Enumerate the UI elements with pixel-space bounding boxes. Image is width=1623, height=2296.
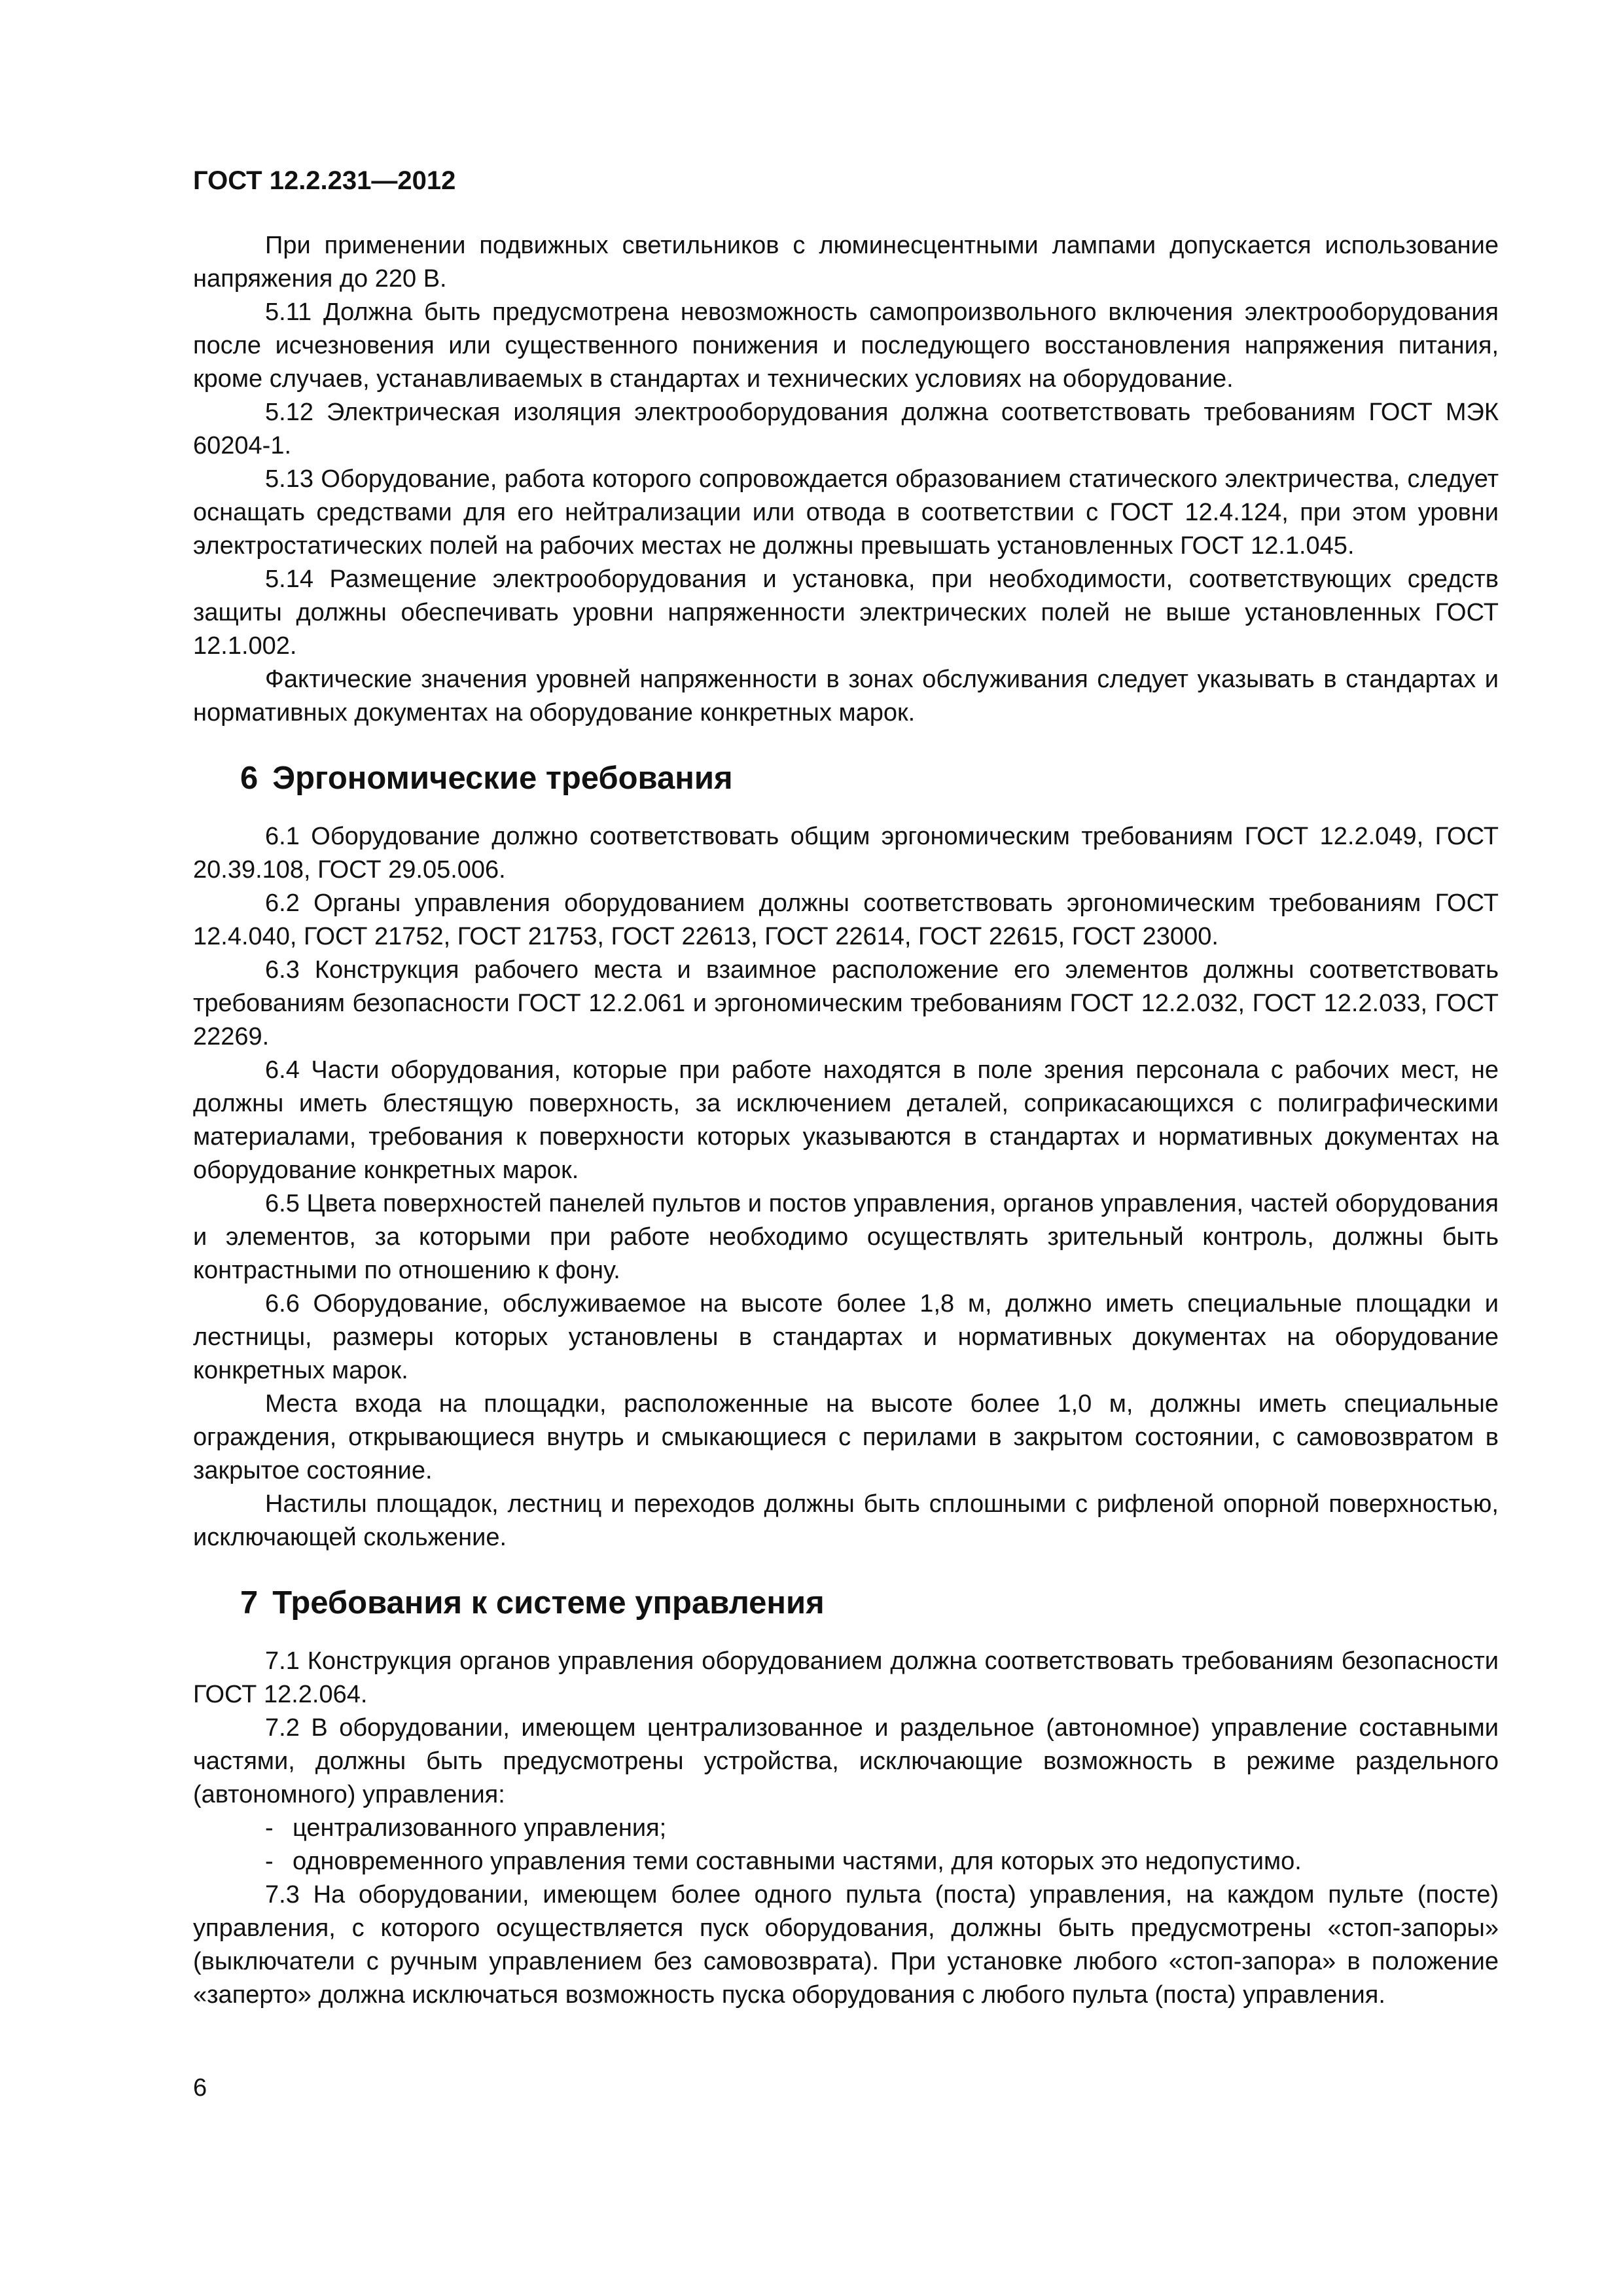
list-item bbox=[193, 1845, 1499, 1878]
section-6-heading bbox=[193, 759, 1499, 798]
paragraph-7-2: 7.2 В оборудовании, имеющем централизованное и раздельное (автономное) управление составными частями, должны быть предусмотрены устройства, исключающие возможность в режиме раздельного (автономного) управления: bbox=[193, 1714, 1499, 1808]
paragraph-6-4: 6.4 Части оборудования, которые при работе находятся в поле зрения персонала с рабочих мест, не должны иметь блестящую поверхность, за исключением деталей, соприкасающихся с полиграфическими материалами, требования к поверхности которых указываются в стандартах и нормативных документах на оборудование конкретных марок. bbox=[193, 1056, 1499, 1184]
paragraph-6-5: 6.5 Цвета поверхностей панелей пультов и постов управления, органов управления, частей оборудования и элементов, за которыми при работе необходимо осуществлять зрительный контроль, должны быть контрастными по отношению к фону. bbox=[193, 1190, 1499, 1284]
paragraph-5-12: 5.12 Электрическая изоляция электрооборудования должна соответствовать требованиям ГОСТ МЭК 60204-1. bbox=[193, 399, 1499, 459]
page-number: 6 bbox=[193, 2074, 207, 2102]
paragraph-6-2: 6.2 Органы управления оборудованием должны соответствовать эргономическим требованиям ГОСТ 12.4.040, ГОСТ 21752, ГОСТ 21753, ГОСТ 22613, ГОСТ 22614, ГОСТ 22615, ГОСТ 23000. bbox=[193, 889, 1499, 950]
section-title: Эргономические требования bbox=[272, 761, 733, 796]
section-number: 6 bbox=[240, 761, 259, 796]
document-page bbox=[193, 164, 1499, 2012]
list-dash: - bbox=[265, 1814, 274, 1842]
list-item bbox=[193, 1812, 1499, 1845]
paragraph-6-3: 6.3 Конструкция рабочего места и взаимное расположение его элементов должны соответствовать требованиям безопасности ГОСТ 12.2.061 и эргономическим требованиям ГОСТ 12.2.032, ГОСТ 12.2.033, ГОСТ 22269. bbox=[193, 956, 1499, 1050]
paragraph: Фактические значения уровней напряженности в зонах обслуживания следует указывать в стандартах и нормативных документах на оборудование конкретных марок. bbox=[193, 666, 1499, 726]
paragraph-7-3: 7.3 На оборудовании, имеющем более одного пульта (поста) управления, на каждом пульте (посте) управления, с которого осуществляется пуск оборудования, должны быть предусмотрены «стоп-запоры» (выключатели с ручным управлением без самовозврата). При установке любого «стоп-запора» в положение «заперто» должна исключаться возможность пуска оборудования с любого пульта (поста) управления. bbox=[193, 1881, 1499, 2009]
list-item-text: централизованного управления; bbox=[293, 1814, 667, 1842]
section-number: 7 bbox=[240, 1585, 259, 1621]
paragraph-6-1: 6.1 Оборудование должно соответствовать общим эргономическим требованиям ГОСТ 12.2.049, ГОСТ 20.39.108, ГОСТ 29.05.006. bbox=[193, 823, 1499, 884]
section-7-body bbox=[193, 1645, 1499, 2012]
paragraph: При применении подвижных светильников с люминесцентными лампами допускается использование напряжения до 220 В. bbox=[193, 232, 1499, 293]
paragraph: Места входа на площадки, расположенные на высоте более 1,0 м, должны иметь специальные ограждения, открывающиеся внутрь и смыкающиеся с перилами в закрытом состоянии, с самовозвратом в закрытое состояние. bbox=[193, 1390, 1499, 1484]
paragraph-5-14: 5.14 Размещение электрооборудования и установка, при необходимости, соответствующих средств защиты должны обеспечивать уровни напряженности электрических полей не выше установленных ГОСТ 12.1.002. bbox=[193, 565, 1499, 660]
list-dash: - bbox=[265, 1848, 274, 1875]
list-item-text: одновременного управления теми составными частями, для которых это недопустимо. bbox=[293, 1848, 1302, 1875]
paragraph-7-1: 7.1 Конструкция органов управления оборудованием должна соответствовать требованиям безопасности ГОСТ 12.2.064. bbox=[193, 1647, 1499, 1708]
paragraph-6-6: 6.6 Оборудование, обслуживаемое на высоте более 1,8 м, должно иметь специальные площадки и лестницы, размеры которых установлены в стандартах и нормативных документах на оборудование конкретных марок. bbox=[193, 1290, 1499, 1384]
paragraph-5-13: 5.13 Оборудование, работа которого сопровождается образованием статического электричества, следует оснащать средствами для его нейтрализации или отвода в соответствии с ГОСТ 12.4.124, при этом уровни электростатических полей на рабочих местах не должны превышать установленных ГОСТ 12.1.045. bbox=[193, 465, 1499, 560]
paragraph: Настилы площадок, лестниц и переходов должны быть сплошными с рифленой опорной поверхностью, исключающей скольжение. bbox=[193, 1490, 1499, 1551]
intro-block bbox=[193, 229, 1499, 730]
section-6-body bbox=[193, 820, 1499, 1554]
section-title: Требования к системе управления bbox=[272, 1585, 825, 1621]
section-7-heading bbox=[193, 1583, 1499, 1623]
paragraph-5-11: 5.11 Должна быть предусмотрена невозможность самопроизвольного включения электрооборудования после исчезновения или существенного понижения и последующего восстановления напряжения питания, кроме случаев, устанавливаемых в стандартах и технических условиях на оборудование. bbox=[193, 298, 1499, 393]
document-header: ГОСТ 12.2.231—2012 bbox=[193, 166, 456, 195]
